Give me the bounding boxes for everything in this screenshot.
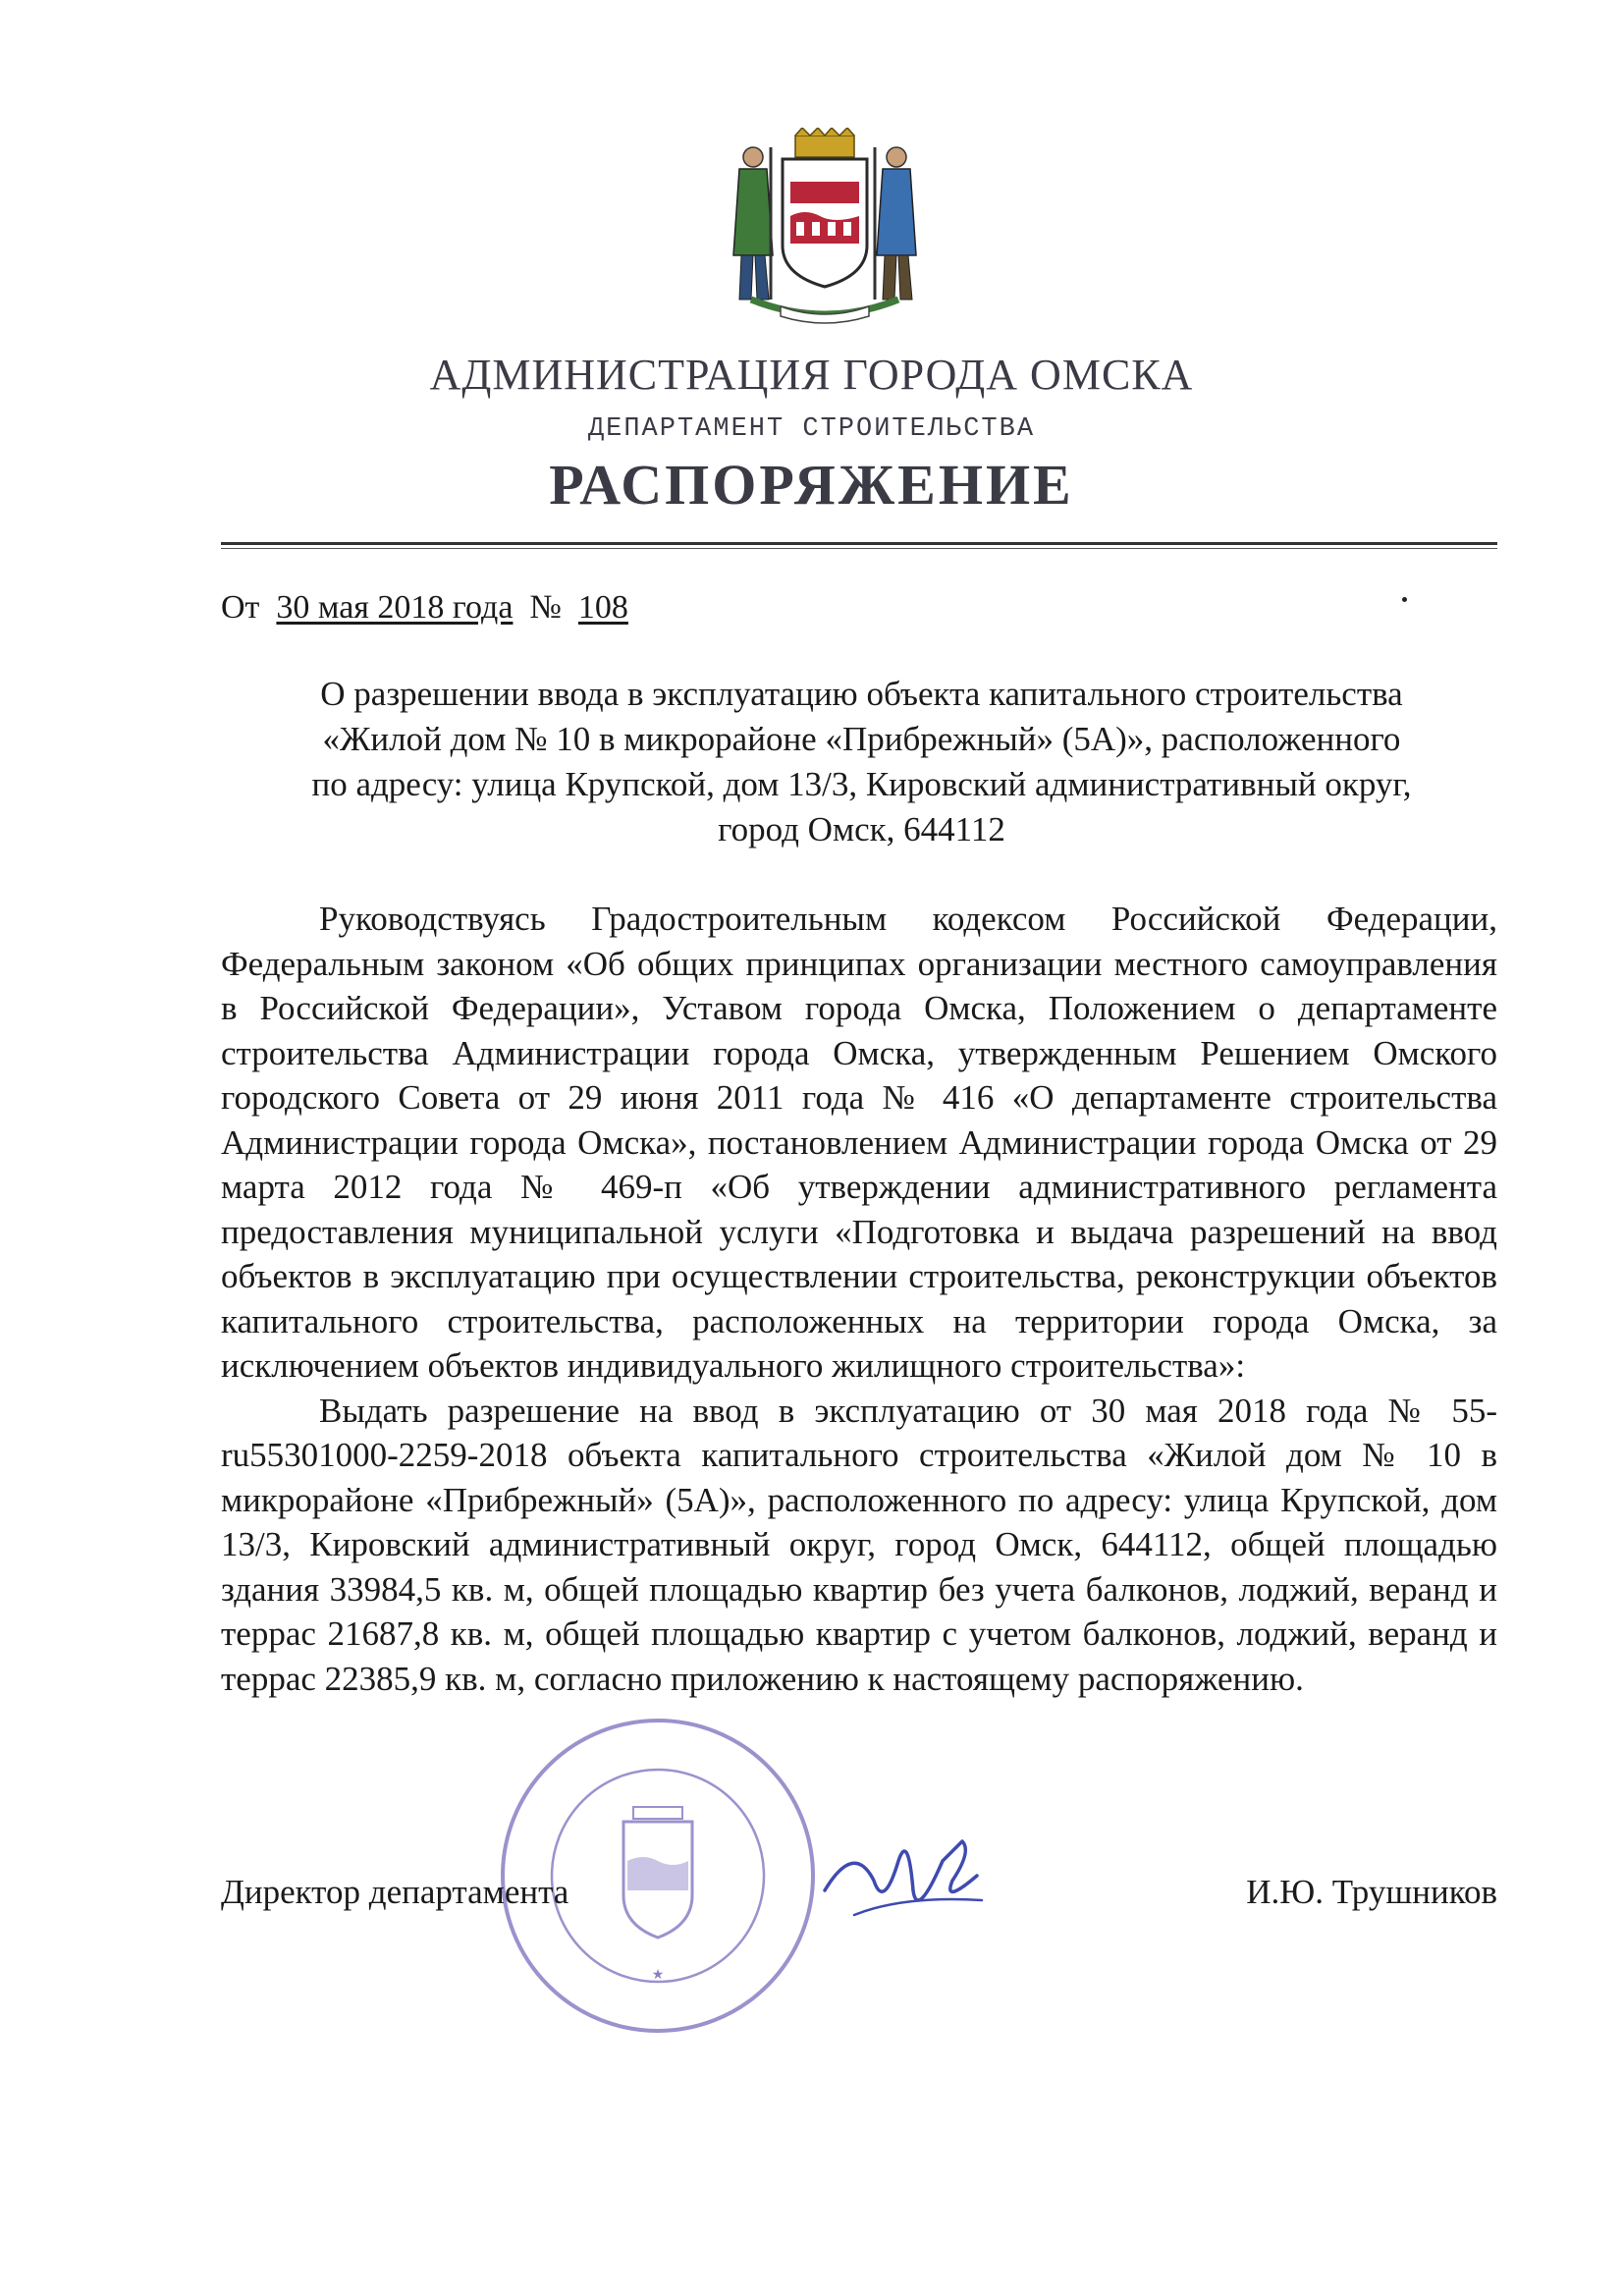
number-sign: № (529, 589, 562, 626)
ink-dot (1402, 597, 1407, 602)
svg-text:★: ★ (651, 1967, 665, 1983)
title-line: город Омск, 644112 (718, 810, 1005, 848)
signatory-name: И.Ю. Трушников (1246, 1873, 1497, 1911)
signatory-role: Директор департамента (221, 1873, 569, 1911)
body-paragraph-legal-basis: Руководствуясь Градостроительным кодексом Российской Федерации, Федеральным законом «Об общих принципах организации местного самоуправления в Российской Федерации», Уставом города Омска, Положением о департаменте строительства Администрации города Омска, утвержденным Решением Омского городского Совета от 29 июня 2011 года № 416 «О департаменте строительства Администрации города Омска», постановлением Администрации города Омска от 29 марта 2012 года № 469-п «Об утверждении административного регламента предоставления муниципальной услуги «Подготовка и выдача разрешений на ввод объектов в эксплуатацию при осуществлении строительства, реконструкции объектов капитального строительства, расположенных на территории города Омска, за исключением объектов индивидуального жилищного строительства»: (221, 900, 1497, 1385)
handwritten-signature (815, 1822, 992, 1940)
document-number: 108 (577, 589, 628, 626)
document-body (221, 897, 1497, 1701)
organization-name: АДМИНИСТРАЦИЯ ГОРОДА ОМСКА (429, 351, 1194, 399)
title-line: О разрешении ввода в эксплуатацию объекта капитального строительства (320, 675, 1403, 713)
department-name: ДЕПАРТАМЕНТ СТРОИТЕЛЬСТВА (587, 414, 1036, 444)
document-type-heading: РАСПОРЯЖЕНИЕ (549, 453, 1074, 517)
title-line: по адресу: улица Крупской, дом 13/3, Кировский административный округ, (311, 765, 1412, 803)
coat-of-arms-emblem (712, 128, 938, 324)
document-title (221, 672, 1502, 852)
header-divider-thin (221, 548, 1497, 549)
date-prefix: От (221, 589, 260, 626)
header-divider-thick (221, 542, 1497, 545)
body-paragraph-decision: Выдать разрешение на ввод в эксплуатацию от 30 мая 2018 года № 55-ru55301000-2259-2018 объекта капитального строительства «Жилой дом № 10 в микрорайоне «Прибрежный» (5А)», расположенного по адресу: улица Крупской, дом 13/3, Кировский административный округ, город Омск, 644112, общей площадью здания 33984,5 кв. м, общей площадью квартир без учета балконов, лоджий, веранд и террас 21687,8 кв. м, общей площадью квартир с учетом балконов, лоджий, веранд и террас 22385,9 кв. м, согласно приложению к настоящему распоряжению. (221, 1391, 1497, 1698)
title-line: «Жилой дом № 10 в микрорайоне «Прибрежный» (5А)», расположенного (322, 720, 1401, 758)
document-date: 30 мая 2018 года (276, 589, 514, 626)
date-number-line (221, 589, 628, 627)
